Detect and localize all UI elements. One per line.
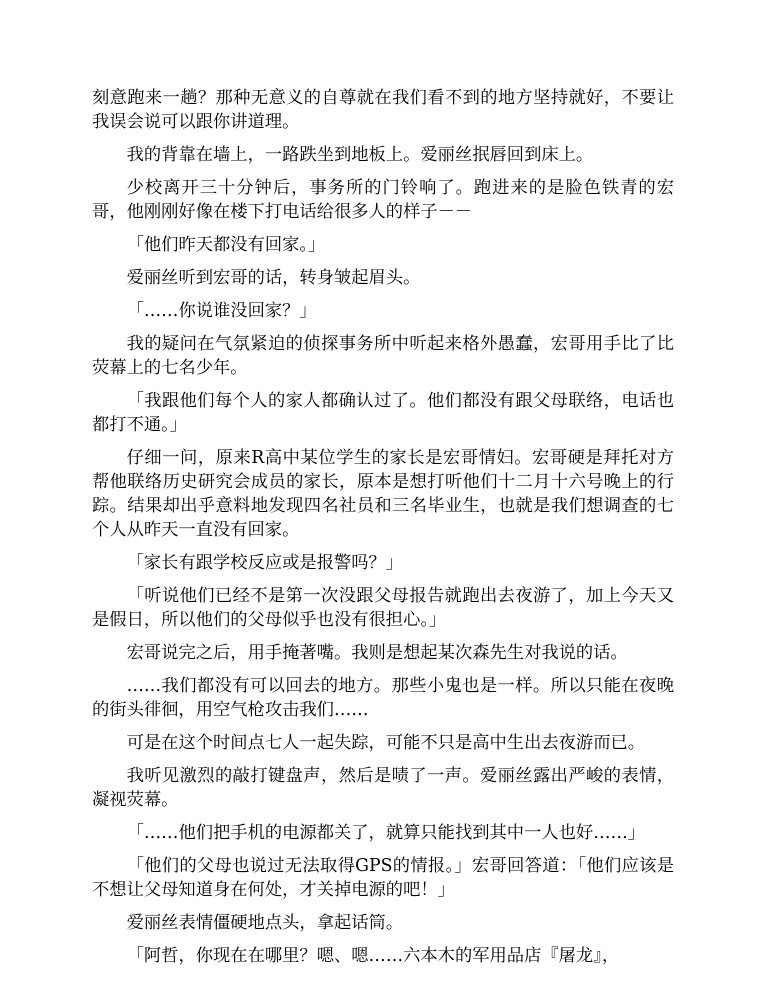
paragraph: ……我们都没有可以回去的地方。那些小鬼也是一样。所以只能在夜晚的街头徘徊，用空气枪攻击我们…… (92, 676, 674, 720)
paragraph: 我的背靠在墙上，一路跌坐到地板上。爱丽丝抿唇回到床上。 (126, 145, 594, 165)
paragraph: 「……你说谁没回家？」 (126, 301, 317, 321)
text-body (92, 86, 674, 977)
paragraph: 「听说他们已经不是第一次没跟父母报告就跑出去夜游了，加上今天又是假日，所以他们的父母似乎也没有很担心。」 (92, 586, 674, 630)
paragraph: 「家长有跟学校反应或是报警吗？」 (126, 553, 404, 573)
paragraph: 「阿哲，你现在在哪里？嗯、嗯……六本木的军用品店『屠龙』， (126, 946, 620, 966)
paragraph: 少校离开三十分钟后，事务所的门铃响了。跑进来的是脸色铁青的宏哥，他刚刚好像在楼下打电话给很多人的样子－－ (92, 178, 674, 222)
paragraph: 「他们昨天都没有回家。」 (126, 235, 326, 255)
paragraph: 爱丽丝听到宏哥的话，转身皱起眉头。 (126, 268, 421, 288)
paragraph: 我听见激烈的敲打键盘声，然后是啧了一声。爱丽丝露出严峻的表情，凝视荧幕。 (92, 766, 674, 810)
paragraph: 刻意跑来一趟？那种无意义的自尊就在我们看不到的地方坚持就好，不要让我误会说可以跟你讲道理。 (92, 88, 674, 132)
paragraph: 「我跟他们每个人的家人都确认过了。他们都没有跟父母联络，电话也都打不通。」 (92, 391, 674, 435)
paragraph: 「他们的父母也说过无法取得GPS的情报。」宏哥回答道：「他们应该是不想让父母知道身在何处，才关掉电源的吧！」 (92, 856, 674, 900)
paragraph: 「……他们把手机的电源都关了，就算只能找到其中一人也好……」 (126, 823, 646, 843)
paragraph: 仔细一问，原来R高中某位学生的家长是宏哥情妇。宏哥硬是拜托对方帮他联络历史研究会成员的家长，原本是想打听他们十二月十六号晚上的行踪。结果却出乎意料地发现四名社员和三名毕业生，也就是我们想调查的七个人从昨天一直没有回家。 (92, 448, 674, 540)
paragraph: 我的疑问在气氛紧迫的侦探事务所中听起来格外愚蠢，宏哥用手比了比荧幕上的七名少年。 (92, 334, 674, 378)
paragraph: 爱丽丝表情僵硬地点头，拿起话筒。 (126, 913, 404, 933)
paragraph: 可是在这个时间点七人一起失踪，可能不只是高中生出去夜游而已。 (126, 733, 646, 753)
paragraph: 宏哥说完之后，用手掩著嘴。我则是想起某次森先生对我说的话。 (126, 643, 628, 663)
